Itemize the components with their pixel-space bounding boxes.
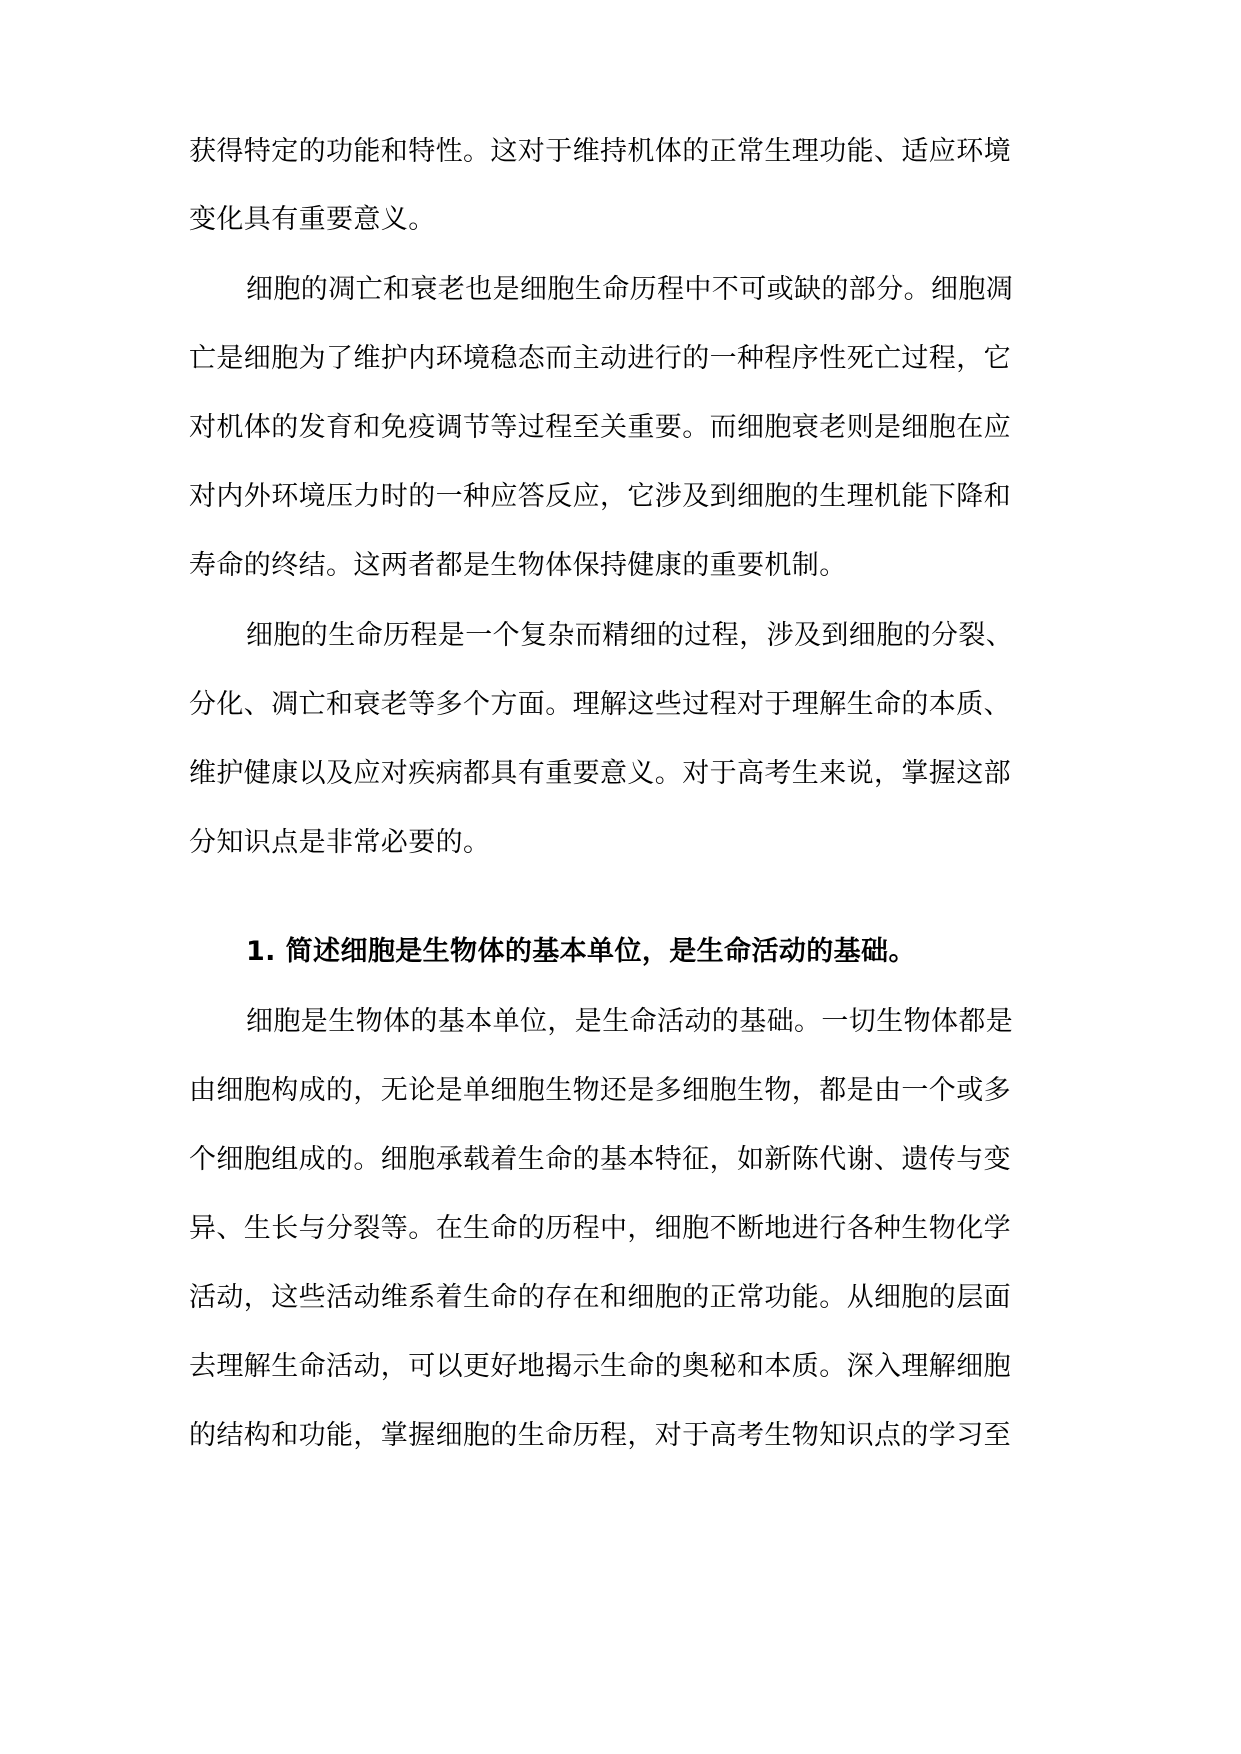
paragraph-line: 异、生长与分裂等。在生命的历程中，细胞不断地进行各种生物化学 (189, 1213, 1011, 1244)
paragraph-line: 分化、凋亡和衰老等多个方面。理解这些过程对于理解生命的本质、 (189, 689, 1011, 720)
paragraph-line: 细胞是生物体的基本单位，是生命活动的基础。一切生物体都是 (246, 1006, 1014, 1037)
paragraph-line: 由细胞构成的，无论是单细胞生物还是多细胞生物，都是由一个或多 (189, 1075, 1011, 1106)
paragraph-line: 对内外环境压力时的一种应答反应，它涉及到细胞的生理机能下降和 (189, 481, 1011, 512)
paragraph-line: 分知识点是非常必要的。 (189, 827, 491, 858)
paragraph-line: 亡是细胞为了维护内环境稳态而主动进行的一种程序性死亡过程，它 (189, 343, 1011, 374)
paragraph-line: 变化具有重要意义。 (189, 204, 436, 235)
paragraph-line: 细胞的生命历程是一个复杂而精细的过程，涉及到细胞的分裂、 (246, 620, 1014, 651)
paragraph-line: 个细胞组成的。细胞承载着生命的基本特征，如新陈代谢、遗传与变 (189, 1144, 1011, 1175)
paragraph-line: 的结构和功能，掌握细胞的生命历程，对于高考生物知识点的学习至 (189, 1420, 1011, 1451)
paragraph-line: 获得特定的功能和特性。这对于维持机体的正常生理功能、适应环境 (189, 136, 1011, 167)
paragraph-line: 寿命的终结。这两者都是生物体保持健康的重要机制。 (189, 550, 847, 581)
paragraph-line: 去理解生命活动，可以更好地揭示生命的奥秘和本质。深入理解细胞 (189, 1351, 1011, 1382)
paragraph-line: 对机体的发育和免疫调节等过程至关重要。而细胞衰老则是细胞在应 (189, 412, 1011, 443)
paragraph-line: 细胞的凋亡和衰老也是细胞生命历程中不可或缺的部分。细胞凋 (246, 274, 1014, 305)
section-heading: 1. 简述细胞是生物体的基本单位，是生命活动的基础。 (246, 936, 916, 967)
paragraph-line: 维护健康以及应对疾病都具有重要意义。对于高考生来说，掌握这部 (189, 758, 1011, 789)
paragraph-line: 活动，这些活动维系着生命的存在和细胞的正常功能。从细胞的层面 (189, 1282, 1011, 1313)
